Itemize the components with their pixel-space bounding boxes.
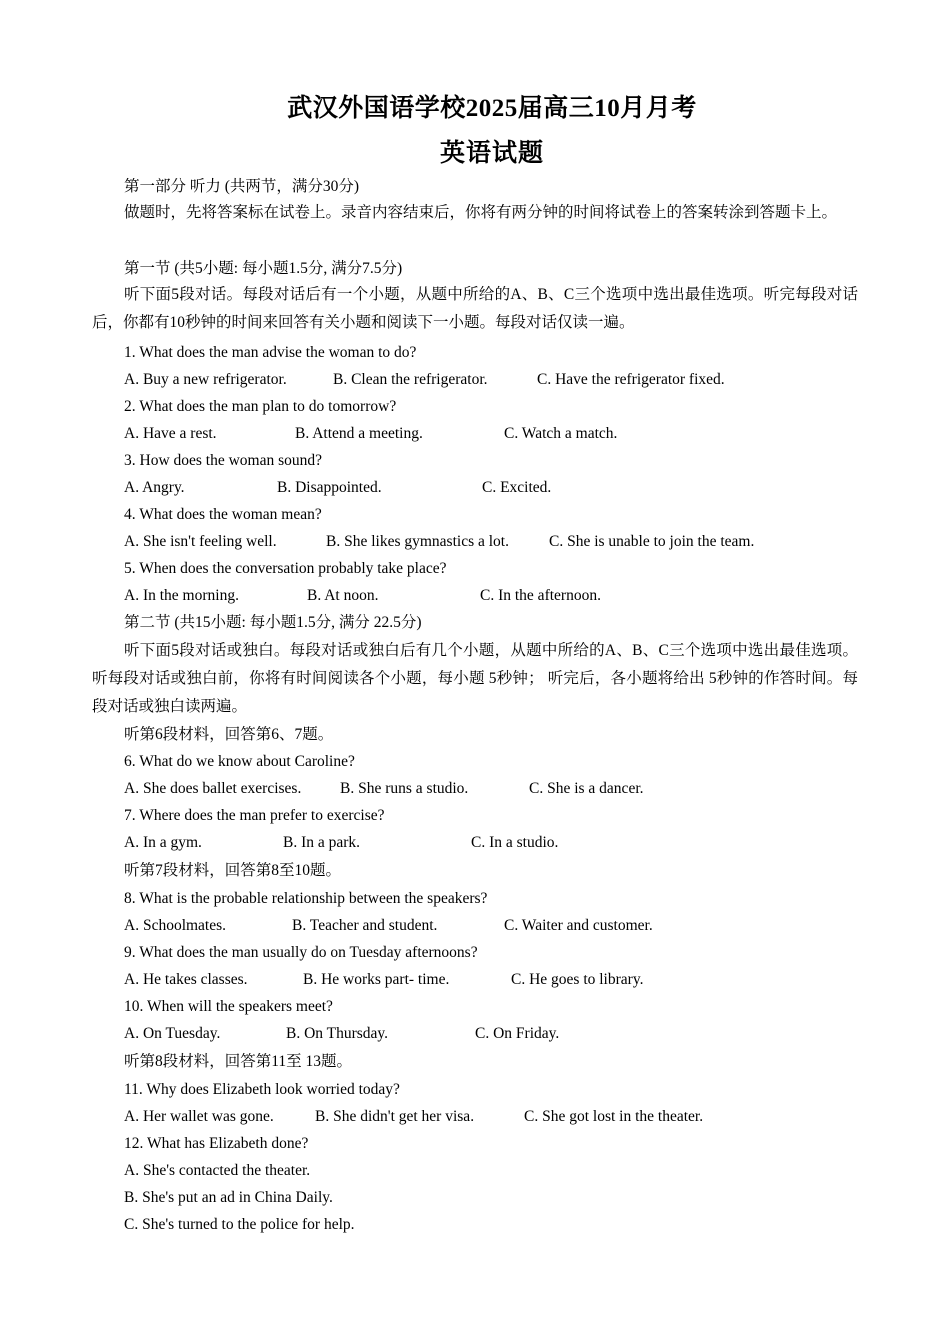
question-4-option-c: C. She is unable to join the team. [549, 533, 755, 550]
question-8-option-a: A. Schoolmates. [124, 917, 227, 934]
question-3-option-b: B. Disappointed. [277, 479, 382, 496]
question-2-option-b: B. Attend a meeting. [295, 425, 423, 442]
question-9-option-c: C. He goes to library. [511, 971, 644, 988]
question-12-option-b: B. She's put an ad in China Daily. [124, 1189, 333, 1206]
section1-instructions: 听下面5段对话。每段对话后有一个小题，从题中所给的A、B、C三个选项中选出最佳选项。听完每段对话后，你都有10秒钟的时间来回答有关小题和阅读下一小题。每段对话仅读一遍。 [92, 286, 858, 331]
question-2-option-a: A. Have a rest. [124, 425, 217, 442]
exam-subtitle: 英语试题 [439, 140, 544, 167]
material-6-note: 听第6段材料，回答第6、7题。 [124, 726, 334, 743]
question-11-option-a: A. Her wallet was gone. [124, 1108, 274, 1125]
question-9-stem: 9. What does the man usually do on Tuesday afternoons? [124, 944, 478, 961]
question-12-option-a: A. She's contacted the theater. [124, 1162, 311, 1179]
question-1-option-b: B. Clean the refrigerator. [333, 371, 488, 388]
question-10-option-b: B. On Thursday. [286, 1025, 389, 1042]
question-8-stem: 8. What is the probable relationship between the speakers? [124, 890, 488, 907]
section2-heading: 第二节 (共15小题: 每小题1.5分, 满分 22.5分) [124, 614, 422, 631]
question-9-option-b: B. He works part- time. [303, 971, 450, 988]
question-5-option-b: B. At noon. [307, 587, 379, 604]
question-2-stem: 2. What does the man plan to do tomorrow? [124, 398, 397, 415]
question-9-option-a: A. He takes classes. [124, 971, 248, 988]
section2-instructions: 听下面5段对话或独白。每段对话或独白后有几个小题，从题中所给的A、B、C三个选项中选出最佳选项。听每段对话或独白前，你将有时间阅读各个小题，每小题 5秒钟； 听完后，各小题将给出 5秒钟的作答时间。每段对话或独白读两遍。 [92, 642, 858, 715]
question-1-option-a: A. Buy a new refrigerator. [124, 371, 287, 388]
question-5-option-a: A. In the morning. [124, 587, 239, 604]
material-8-note: 听第8段材料，回答第11至 13题。 [124, 1053, 353, 1070]
question-4-option-b: B. She likes gymnastics a lot. [326, 533, 509, 550]
question-8-option-c: C. Waiter and customer. [504, 917, 653, 934]
question-4-option-a: A. She isn't feeling well. [124, 533, 277, 550]
question-10-stem: 10. When will the speakers meet? [124, 998, 333, 1015]
question-7-stem: 7. Where does the man prefer to exercise? [124, 807, 385, 824]
question-8-option-b: B. Teacher and student. [292, 917, 438, 934]
question-6-option-c: C. She is a dancer. [529, 780, 644, 797]
question-5-option-c: C. In the afternoon. [480, 587, 601, 604]
general-instructions: 做题时，先将答案标在试卷上。录音内容结束后，你将有两分钟的时间将试卷上的答案转涂到答题卡上。 [124, 204, 838, 221]
question-12-stem: 12. What has Elizabeth done? [124, 1135, 309, 1152]
material-7-note: 听第7段材料，回答第8至10题。 [124, 862, 342, 879]
question-3-stem: 3. How does the woman sound? [124, 452, 323, 469]
question-6-option-a: A. She does ballet exercises. [124, 780, 302, 797]
question-5-stem: 5. When does the conversation probably take place? [124, 560, 447, 577]
section1-heading: 第一节 (共5小题: 每小题1.5分, 满分7.5分) [124, 260, 403, 277]
question-4-stem: 4. What does the woman mean? [124, 506, 322, 523]
question-7-option-b: B. In a park. [283, 834, 361, 851]
question-11-stem: 11. Why does Elizabeth look worried today? [124, 1081, 400, 1098]
question-7-option-a: A. In a gym. [124, 834, 202, 851]
question-10-option-a: A. On Tuesday. [124, 1025, 221, 1042]
question-6-option-b: B. She runs a studio. [340, 780, 469, 797]
question-11-option-b: B. She didn't get her visa. [315, 1108, 475, 1125]
question-1-option-c: C. Have the refrigerator fixed. [537, 371, 725, 388]
question-12-option-c: C. She's turned to the police for help. [124, 1216, 355, 1233]
question-2-option-c: C. Watch a match. [504, 425, 618, 442]
question-11-option-c: C. She got lost in the theater. [524, 1108, 704, 1125]
question-1-stem: 1. What does the man advise the woman to do? [124, 344, 417, 361]
question-7-option-c: C. In a studio. [471, 834, 559, 851]
exam-title: 武汉外国语学校2025届高三10月月考 [287, 95, 697, 122]
part1-heading: 第一部分 听力 (共两节，满分30分) [124, 178, 360, 195]
question-3-option-c: C. Excited. [482, 479, 552, 496]
question-10-option-c: C. On Friday. [475, 1025, 560, 1042]
question-3-option-a: A. Angry. [124, 479, 185, 496]
question-6-stem: 6. What do we know about Caroline? [124, 753, 355, 770]
